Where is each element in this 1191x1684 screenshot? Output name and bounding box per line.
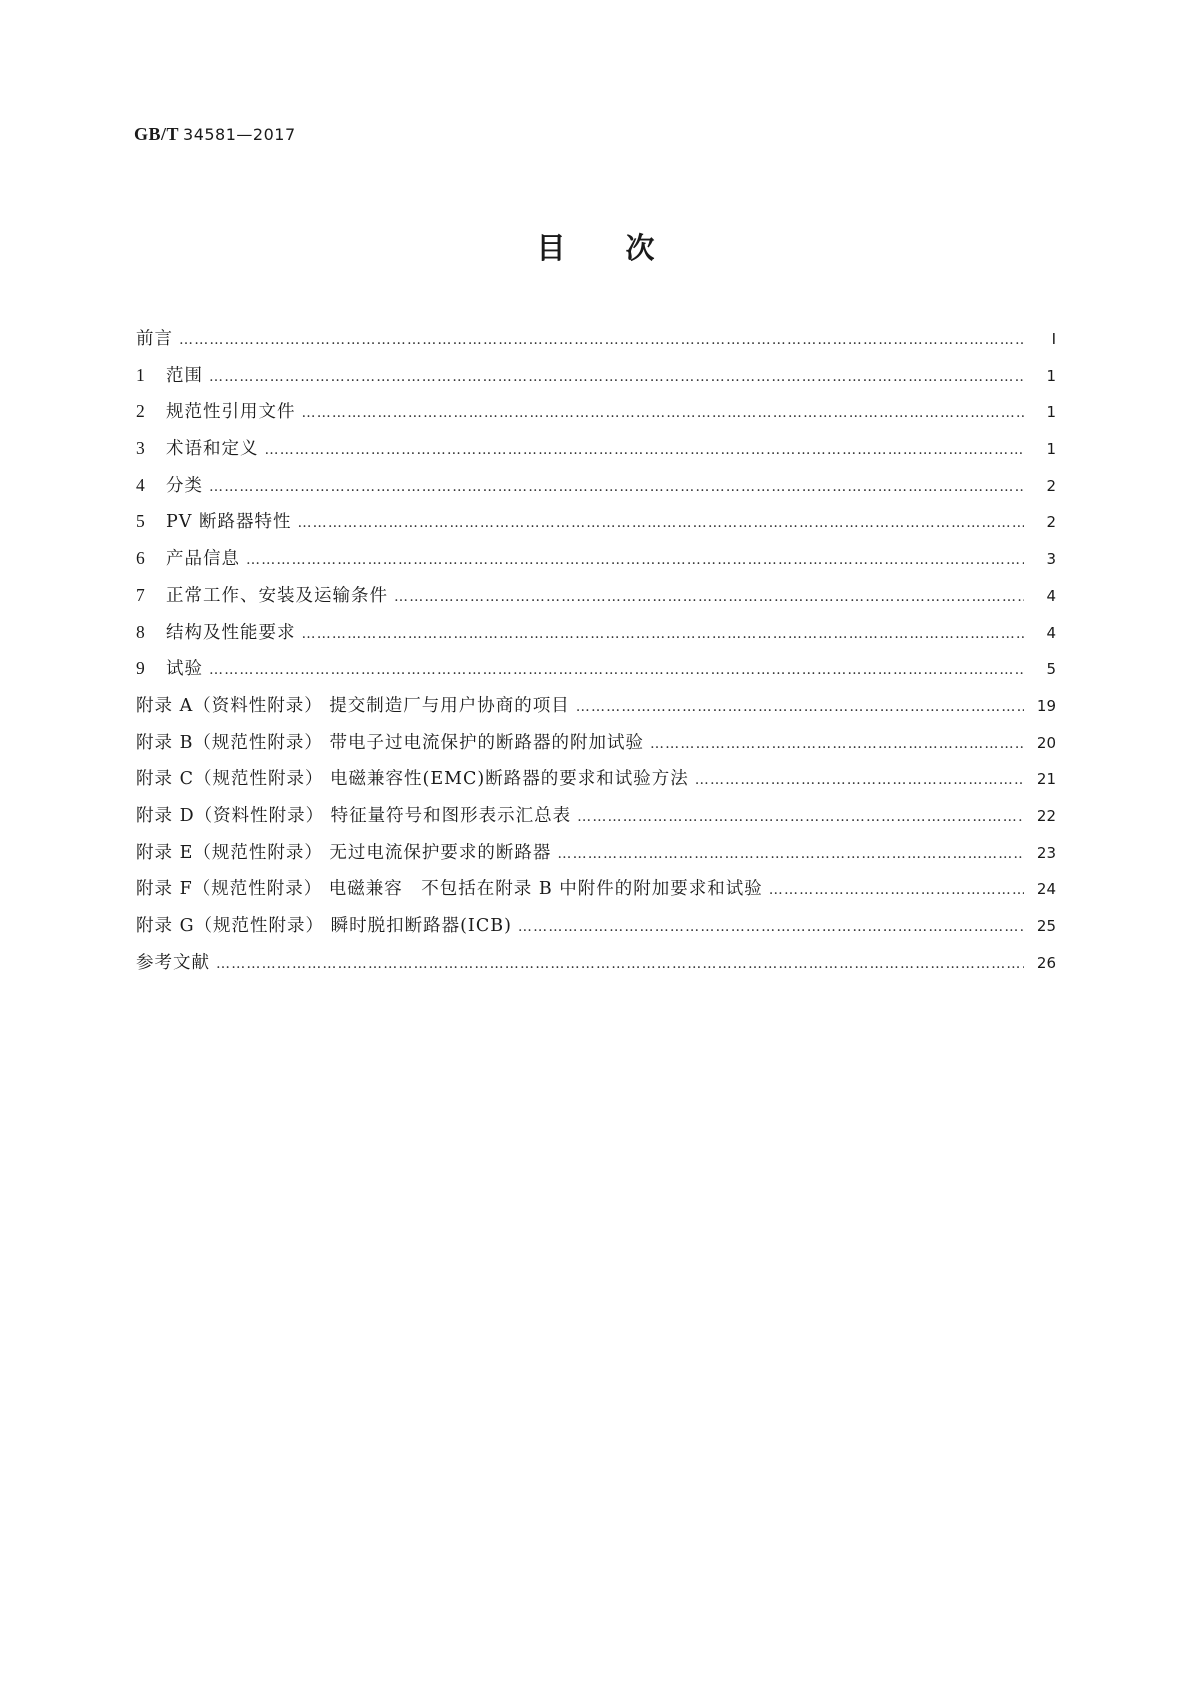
toc-leader-dots (769, 882, 1024, 898)
toc-entry-label (136, 362, 209, 387)
toc-entry[interactable] (136, 582, 1056, 619)
toc-leader-dots (650, 736, 1024, 752)
toc-entry-label (136, 875, 769, 900)
toc-page-number: 26 (1036, 953, 1056, 972)
toc-entry-label (136, 839, 557, 864)
toc-entry-text: PV 断路器特性 (166, 512, 292, 533)
toc-entry-text: 范围 (166, 365, 203, 386)
standard-number: 34581—2017 (183, 125, 296, 144)
toc-entry-label (136, 398, 302, 423)
toc-leader-dots (209, 662, 1024, 678)
toc-leader-dots (302, 626, 1025, 642)
toc-entry-label (136, 692, 576, 717)
toc-entry[interactable] (136, 472, 1056, 509)
toc-leader-dots (216, 956, 1024, 972)
toc-leader-dots (695, 772, 1024, 788)
toc-page-number: 2 (1046, 476, 1056, 495)
toc-leader-dots (246, 552, 1024, 568)
toc-leader-dots (576, 699, 1024, 715)
toc-entry-label (136, 912, 518, 937)
toc-entry-label (136, 802, 577, 827)
toc-page-number: 20 (1036, 733, 1056, 752)
toc-entry-text: 附录 D（资料性附录） 特征量符号和图形表示汇总表 (136, 805, 572, 826)
toc-leader-dots (577, 809, 1024, 825)
toc-page-number: 19 (1036, 696, 1056, 715)
toc-entry[interactable] (136, 398, 1056, 435)
toc-entry-text: 术语和定义 (166, 439, 259, 460)
toc-page-number: 1 (1046, 366, 1056, 385)
toc-section-number: 5 (136, 511, 146, 532)
toc-entry-label (136, 729, 650, 754)
toc-entry-label (136, 582, 394, 607)
toc-section-number: 7 (136, 584, 146, 605)
toc-entry[interactable] (136, 435, 1056, 472)
toc-entry[interactable] (136, 362, 1056, 399)
toc-entry-appendix[interactable] (136, 802, 1056, 839)
page-title-char-1: 目 (536, 231, 566, 265)
toc-page-number: 1 (1046, 440, 1056, 459)
toc-leader-dots (394, 589, 1024, 605)
toc-entry-label (136, 472, 209, 497)
toc-list (136, 325, 1056, 985)
toc-entry-text: 附录 E（规范性附录） 无过电流保护要求的断路器 (136, 842, 552, 863)
toc-page-number: 5 (1046, 660, 1056, 679)
toc-page-number: 25 (1036, 917, 1056, 935)
toc-entry-text: 附录 F（规范性附录） 电磁兼容 不包括在附录 B 中附件的附加要求和试验 (136, 879, 763, 900)
toc-entry-appendix[interactable] (136, 839, 1056, 876)
toc-entry-text: 附录 A（资料性附录） 提交制造厂与用户协商的项目 (136, 695, 570, 716)
toc-entry-text: 产品信息 (166, 549, 240, 570)
toc-entry-text: 分类 (166, 475, 203, 496)
toc-page-number: 2 (1046, 513, 1056, 532)
toc-entry-appendix[interactable] (136, 912, 1056, 949)
toc-entry-label (136, 619, 302, 644)
toc-page-number: 22 (1036, 806, 1056, 825)
toc-entry-text: 试验 (166, 659, 203, 680)
toc-entry-text: 参考文献 (136, 952, 210, 973)
toc-entry-text: 结构及性能要求 (166, 622, 296, 643)
toc-entry-label (136, 655, 209, 680)
toc-page-number: 4 (1046, 623, 1056, 642)
toc-leader-dots (297, 515, 1024, 531)
toc-section-number: 1 (136, 364, 146, 385)
toc-entry[interactable] (136, 619, 1056, 656)
toc-leader-dots (265, 442, 1025, 458)
toc-entry-appendix[interactable] (136, 765, 1056, 802)
toc-page-number: 24 (1036, 880, 1056, 899)
toc-leader-dots (209, 479, 1024, 495)
toc-section-number: 2 (136, 401, 146, 422)
toc-section-number: 3 (136, 438, 146, 459)
toc-entry[interactable] (136, 325, 1056, 362)
toc-entry-appendix[interactable] (136, 875, 1056, 912)
toc-page-number: 23 (1036, 843, 1056, 862)
toc-entry-text: 规范性引用文件 (166, 402, 296, 423)
toc-entry-label (136, 325, 179, 350)
toc-entry[interactable] (136, 655, 1056, 692)
toc-leader-dots (557, 846, 1024, 862)
toc-section-number: 9 (136, 658, 146, 679)
toc-page-number: 21 (1036, 770, 1056, 789)
toc-entry-text: 正常工作、安装及运输条件 (166, 585, 388, 606)
toc-page-number: 1 (1046, 403, 1056, 422)
toc-entry-text: 附录 C（规范性附录） 电磁兼容性(EMC)断路器的要求和试验方法 (136, 769, 689, 790)
toc-leader-dots (179, 332, 1024, 348)
toc-entry[interactable] (136, 545, 1056, 582)
toc-entry-label (136, 435, 265, 460)
toc-section-number: 8 (136, 621, 146, 642)
toc-entry-label (136, 765, 695, 790)
standard-prefix: GB/T (134, 124, 180, 144)
toc-section-number: 4 (136, 474, 146, 495)
toc-entry-label (136, 545, 246, 570)
toc-page-number: 3 (1046, 550, 1056, 569)
toc-entry-text: 前言 (136, 329, 173, 349)
toc-entry-label (136, 508, 297, 533)
toc-entry-label (136, 949, 216, 974)
toc-entry[interactable] (136, 508, 1056, 545)
standard-code (134, 124, 296, 145)
toc-entry-appendix[interactable] (136, 729, 1056, 766)
toc-leader-dots (209, 369, 1024, 385)
toc-entry-text: 附录 B（规范性附录） 带电子过电流保护的断路器的附加试验 (136, 732, 644, 753)
page-title-char-2: 次 (625, 231, 655, 265)
page-title (0, 226, 1191, 267)
toc-page-number: 4 (1046, 586, 1056, 605)
toc-leader-dots (518, 919, 1024, 935)
toc-page-number: Ⅰ (1051, 330, 1056, 348)
toc-section-number: 6 (136, 548, 146, 569)
toc-entry[interactable] (136, 949, 1056, 986)
toc-entry-text: 附录 G（规范性附录） 瞬时脱扣断路器(ICB) (136, 916, 512, 936)
toc-entry-appendix[interactable] (136, 692, 1056, 729)
toc-leader-dots (302, 405, 1025, 421)
